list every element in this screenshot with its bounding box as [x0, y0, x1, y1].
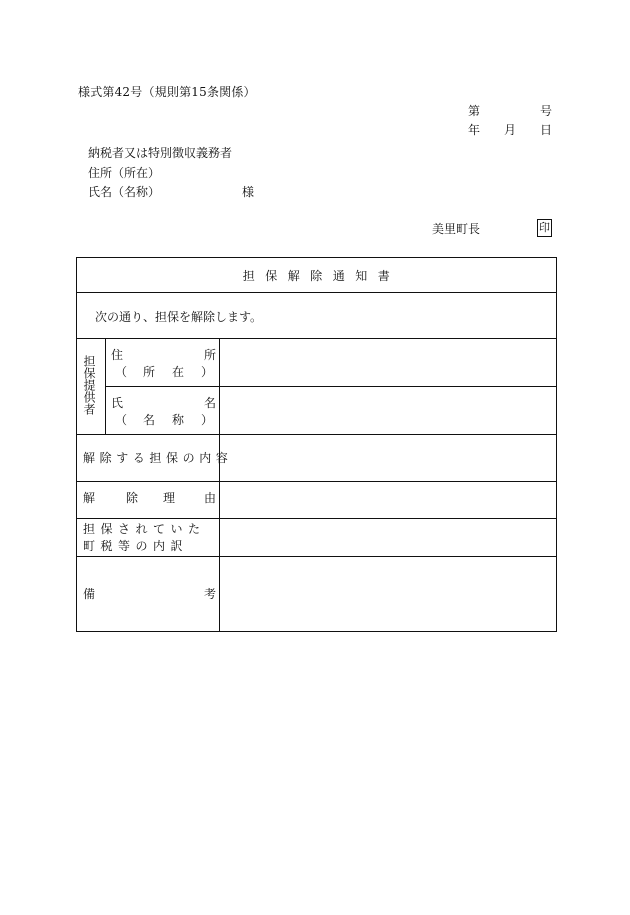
recipient-title: 納税者又は特別徴収義務者: [88, 146, 233, 160]
recipient-name-label: 氏名（名称）: [88, 185, 161, 199]
table-rule: [77, 338, 556, 339]
address-sub-2: 在: [172, 365, 185, 379]
name-sub-open: （: [115, 413, 128, 427]
recipient-honorific: 様: [242, 185, 255, 199]
notice-text: 次の通り、担保を解除します。: [95, 310, 263, 324]
name-label-right: 名: [204, 396, 217, 410]
table-rule: [77, 556, 556, 557]
table-title: 担保解除通知書: [242, 269, 401, 283]
table-rule: [77, 434, 556, 435]
release-reason-char: 除: [126, 491, 139, 505]
release-content-label: 解除する担保の内容: [83, 451, 233, 465]
recipient-address-label: 住所（所在）: [88, 166, 161, 180]
address-sub-close: ）: [201, 365, 214, 379]
name-sub-close: ）: [201, 413, 214, 427]
release-reason-char: 解: [83, 491, 96, 505]
notice-table: [76, 257, 557, 632]
table-rule: [77, 292, 556, 293]
table-rule: [219, 338, 220, 632]
doc-number-suffix: 号: [540, 104, 553, 118]
tax-breakdown-label-line1: 担保されていた: [83, 522, 206, 536]
address-sub-open: （: [115, 365, 128, 379]
tax-breakdown-label-line2: 町税等の内訳: [83, 539, 189, 553]
issuer-name: 美里町長: [432, 222, 481, 236]
date-month: 月: [504, 123, 517, 137]
table-rule: [105, 386, 556, 387]
seal-box: 印: [537, 219, 552, 237]
release-reason-char: 由: [204, 491, 217, 505]
address-label-left: 住: [111, 348, 124, 362]
provider-label: 担保提供者: [82, 355, 96, 415]
address-label-right: 所: [204, 348, 217, 362]
name-label-left: 氏: [111, 396, 124, 410]
date-day: 日: [540, 123, 553, 137]
name-sub-2: 称: [172, 413, 185, 427]
table-rule: [77, 518, 556, 519]
remarks-label-right: 考: [204, 587, 217, 601]
doc-number-prefix: 第: [468, 104, 481, 118]
remarks-label-left: 備: [83, 587, 96, 601]
table-rule: [77, 481, 556, 482]
address-sub-1: 所: [143, 365, 156, 379]
release-reason-char: 理: [163, 491, 176, 505]
name-sub-1: 名: [143, 413, 156, 427]
date-year: 年: [468, 123, 481, 137]
form-number: 様式第42号（規則第15条関係）: [78, 85, 256, 99]
table-rule: [105, 338, 106, 434]
